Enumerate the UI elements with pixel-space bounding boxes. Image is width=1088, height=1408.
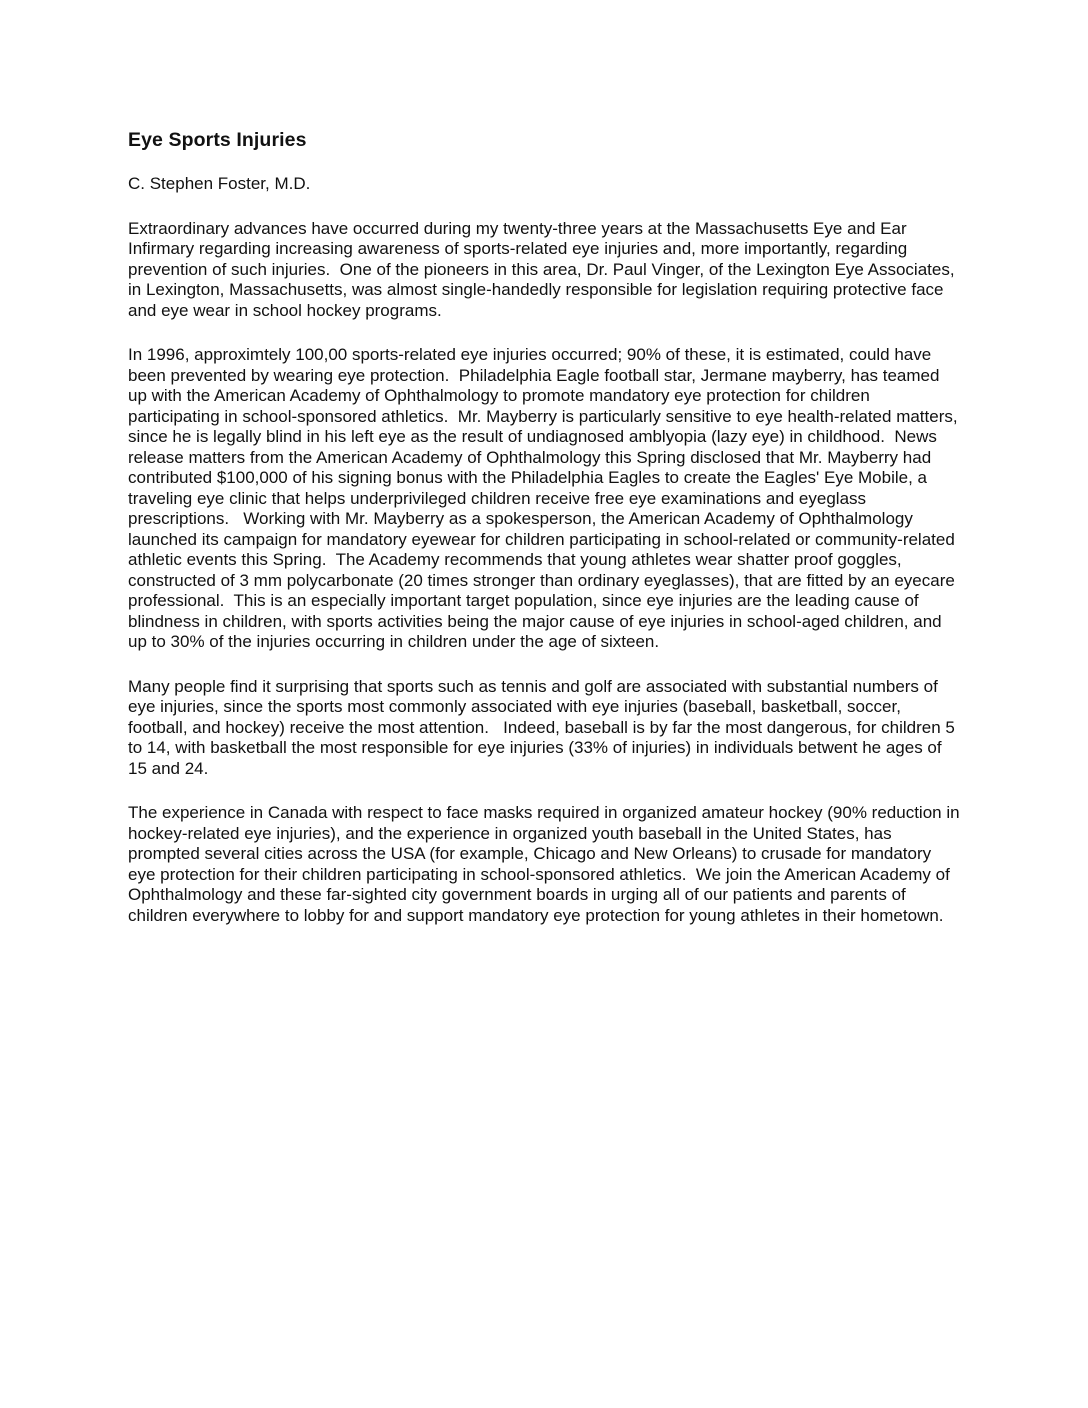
document-author: C. Stephen Foster, M.D.: [128, 174, 311, 193]
paragraph-1: Extraordinary advances have occurred during my twenty-three years at the Massachusetts Eye and Ear Infirmary regarding increasing awareness of sports-related eye injuries and, more importantly, regarding prevention of such injuries. One of the pioneers in this area, Dr. Paul Vinger, of the Lexington Eye Associates, in Lexington, Massachusetts, was almost single-handedly responsible for legislation requiring protective face and eye wear in school hockey programs.: [128, 218, 960, 320]
document-title: Eye Sports Injuries: [128, 129, 307, 151]
paragraph-4: The experience in Canada with respect to face masks required in organized amateur hockey (90% reduction in hockey-related eye injuries), and the experience in organized youth baseball in the United States, has prompted several cities across the USA (for example, Chicago and New Orleans) to crusade for mandatory eye protection for their children participating in school-sponsored athletics. We join the American Academy of Ophthalmology and these far-sighted city government boards in urging all of our patients and parents of children everywhere to lobby for and support mandatory eye protection for young athletes in their hometown.: [128, 803, 965, 925]
paragraph-3: Many people find it surprising that sports such as tennis and golf are associated with substantial numbers of eye injuries, since the sports most commonly associated with eye injuries (baseball, basketball, soccer, football, and hockey) receive the most attention. Indeed, baseball is by far the most dangerous, for children 5 to 14, with basketball the most responsible for eye injuries (33% of injuries) in individuals betwent he ages of 15 and 24.: [128, 676, 960, 778]
document-page: [128, 126, 965, 926]
paragraph-2: In 1996, approximtely 100,00 sports-related eye injuries occurred; 90% of these, it is estimated, could have been prevented by wearing eye protection. Philadelphia Eagle football star, Jermane mayberry, has teamed up with the American Academy of Ophthalmology to promote mandatory eye protection for children participating in school-sponsored athletics. Mr. Mayberry is particularly sensitive to eye health-related matters, since he is legally blind in his left eye as the result of undiagnosed amblyopia (lazy eye) in childhood. News release matters from the American Academy of Ophthalmology this Spring disclosed that Mr. Mayberry had contributed $100,000 of his signing bonus with the Philadelphia Eagles to create the Eagles' Eye Mobile, a traveling eye clinic that helps underprivileged children receive free eye examinations and eyeglass prescriptions. Working with Mr. Mayberry as a spokesperson, the American Academy of Ophthalmology launched its campaign for mandatory eyewear for children participating in school-related or community-related athletic events this Spring. The Academy recommends that young athletes wear shatter proof goggles, constructed of 3 mm polycarbonate (20 times stronger than ordinary eyeglasses), that are fitted by an eyecare professional. This is an especially important target population, since eye injuries are the leading cause of blindness in children, with sports activities being the major cause of eye injuries in school-aged children, and up to 30% of the injuries occurring in children under the age of sixteen.: [128, 345, 963, 651]
